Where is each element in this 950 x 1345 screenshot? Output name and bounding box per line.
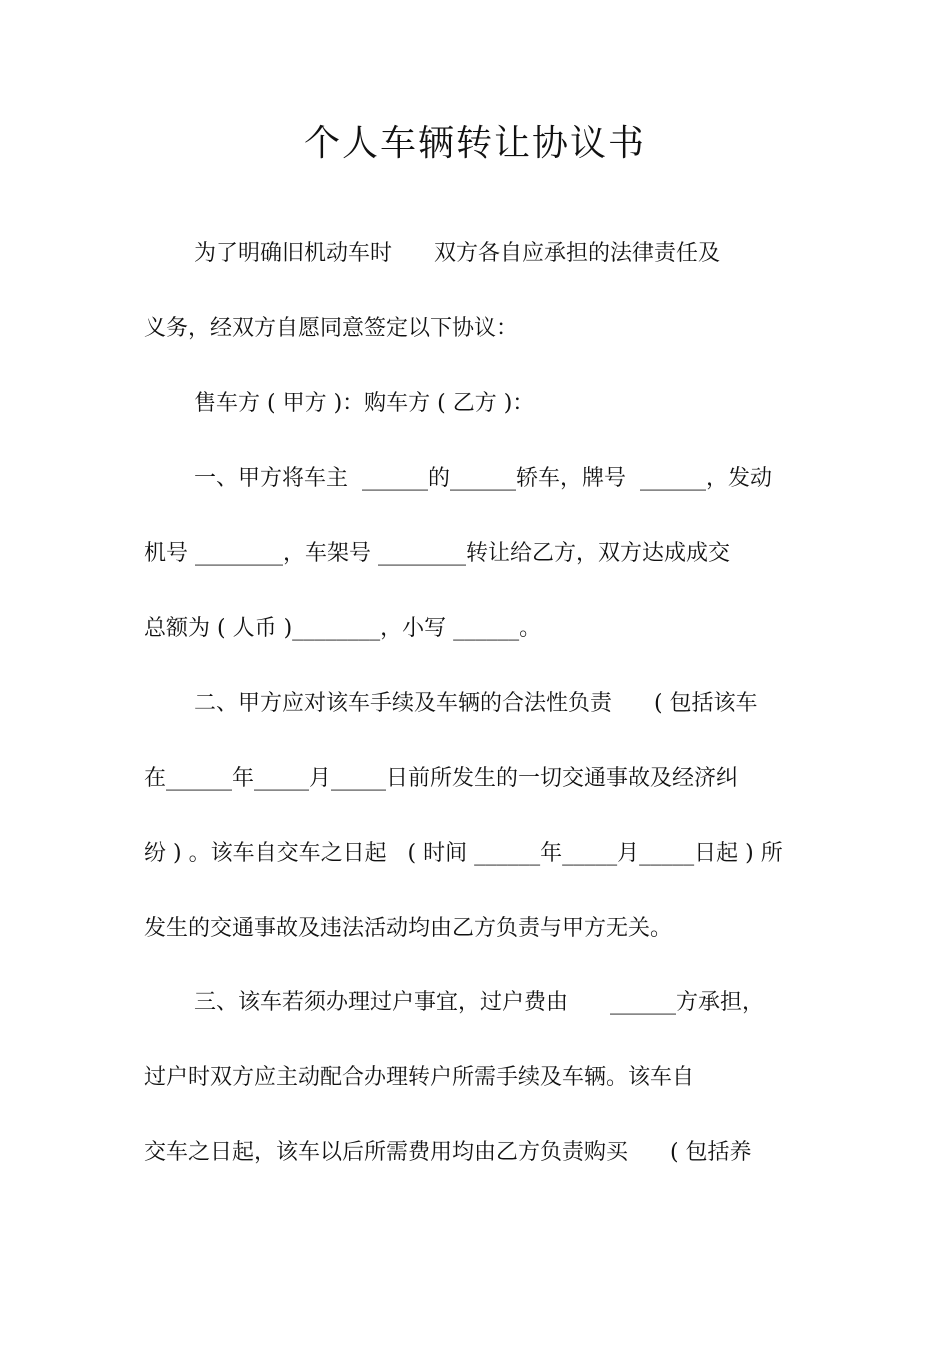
- paragraph-intro-line-1: 为了明确旧机动车时 双方各自应承担的法律责任及: [194, 241, 720, 266]
- clause-2-line-2: 在______年_____月_____日前所发生的一切交通事故及经济纠: [144, 766, 739, 791]
- clause-3-line-1: 三、该车若须办理过户事宜，过户费由 ______方承担，: [194, 990, 764, 1015]
- parties-line: 售车方 ( 甲方 )：购车方 ( 乙方 )：: [194, 391, 535, 416]
- document-title: 个人车辆转让协议书: [303, 123, 646, 164]
- clause-1-line-1: 一、甲方将车主 ______的______轿车，牌号 ______，发动: [194, 466, 772, 491]
- clause-1-line-3: 总额为 ( 人币 )________，小写 ______。: [144, 616, 542, 641]
- clause-3-line-3: 交车之日起，该车以后所需费用均由乙方负责购买 ( 包括养: [144, 1140, 752, 1165]
- paragraph-intro-line-2: 义务，经双方自愿同意签定以下协议：: [144, 316, 519, 341]
- clause-1-line-2: 机号 ________，车架号 ________转让给乙方，双方达成成交: [144, 541, 730, 566]
- clause-2-line-4: 发生的交通事故及违法活动均由乙方负责与甲方无关。: [144, 916, 673, 941]
- clause-2-line-3: 纷 ) 。该车自交车之日起 ( 时间 ______年_____月_____日起 ) 所: [144, 841, 783, 866]
- clause-3-line-2: 过户时双方应主动配合办理转户所需手续及车辆。该车自: [144, 1065, 695, 1090]
- clause-2-line-1: 二、甲方应对该车手续及车辆的合法性负责 ( 包括该车: [194, 691, 758, 716]
